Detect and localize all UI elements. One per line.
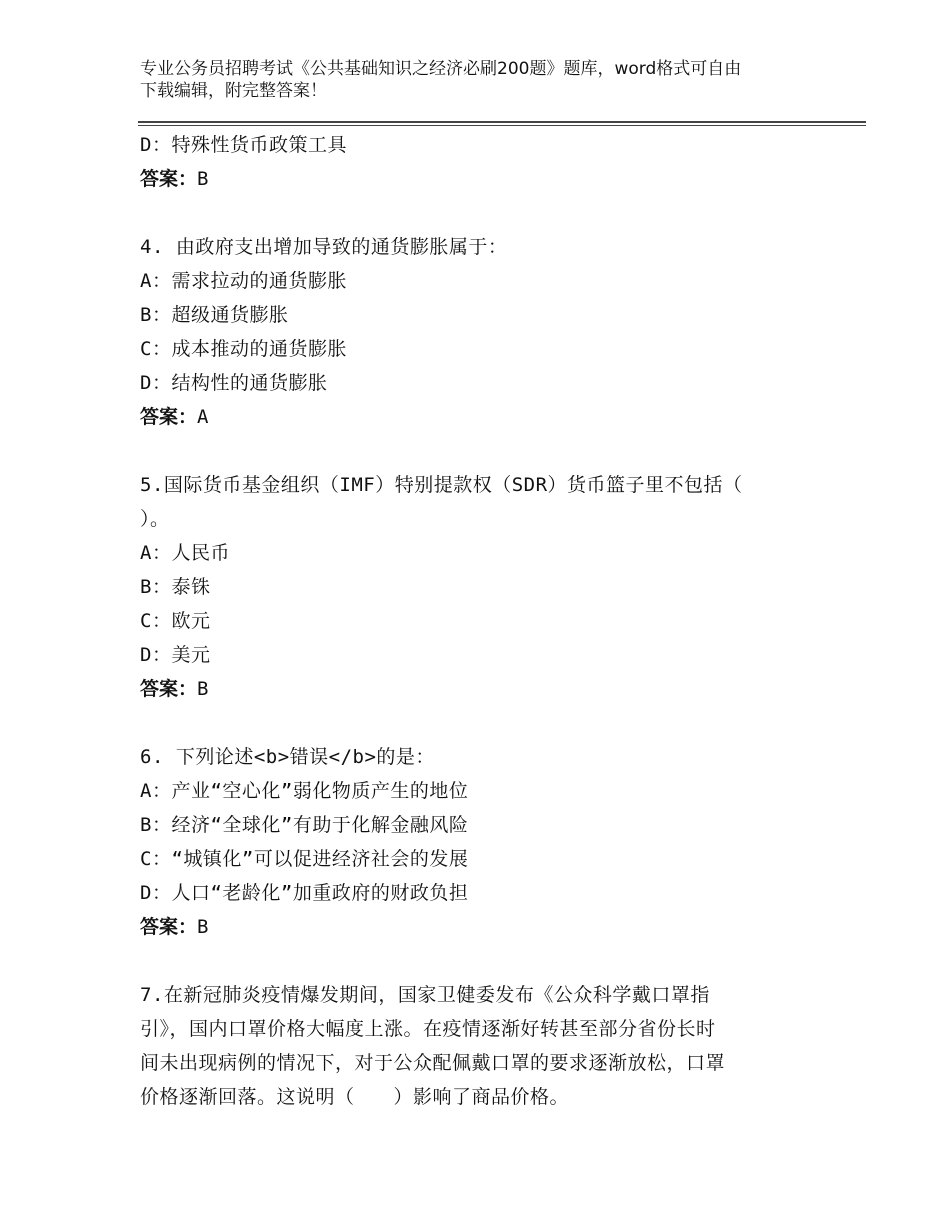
option-b: B：经济“全球化”有助于化解金融风险 (140, 814, 469, 836)
option-a: A：产业“空心化”弱化物质产生的地位 (140, 780, 469, 802)
answer-value: B (197, 916, 209, 938)
question-text-line-2: ）。 (140, 508, 170, 530)
question-text: 6. 下列论述<b>错误</b>的是： (140, 746, 435, 768)
answer-value: B (197, 678, 209, 700)
header-line-2: 下载编辑，附完整答案！ (140, 81, 327, 101)
answer-line (140, 910, 800, 944)
answer-label: 答案： (140, 678, 198, 700)
answer-label: 答案： (140, 916, 198, 938)
question-text-line-3: 间未出现病例的情况下，对于公众配佩戴口罩的要求逐渐放松，口罩 (140, 1052, 726, 1074)
option-c: C：成本推动的通货膨胀 (140, 338, 347, 360)
header-rule-thick (138, 121, 866, 123)
question-7 (140, 978, 800, 1114)
answer-line (140, 400, 800, 434)
question-text: 4. 由政府支出增加导致的通货膨胀属于： (140, 236, 508, 258)
option-d: D：人口“老龄化”加重政府的财政负担 (140, 882, 469, 904)
answer-line (140, 162, 800, 196)
question-text-line-1: 7.在新冠肺炎疫情爆发期间，国家卫健委发布《公众科学戴口罩指 (140, 984, 710, 1006)
question-text-line-1: 5.国际货币基金组织（IMF）特别提款权（SDR）货币篮子里不包括（ (140, 474, 743, 496)
question-4 (140, 230, 800, 434)
option-c: C：欧元 (140, 610, 211, 632)
question-6 (140, 740, 800, 944)
option-c: C：“城镇化”可以促进经济社会的发展 (140, 848, 469, 870)
answer-value: A (197, 406, 209, 428)
option-d: D：特殊性货币政策工具 (140, 134, 347, 156)
question-list (140, 128, 800, 1114)
question-text-line-4: 价格逐渐回落。这说明（ ）影响了商品价格。 (140, 1086, 570, 1108)
document-header (140, 58, 800, 102)
question-5 (140, 468, 800, 706)
question-text-line-2: 引》，国内口罩价格大幅度上涨。在疫情逐渐好转甚至部分省份长时 (140, 1018, 716, 1040)
answer-line (140, 672, 800, 706)
header-line-1: 专业公务员招聘考试《公共基础知识之经济必刷200题》题库，word格式可自由 (140, 59, 742, 79)
answer-label: 答案： (140, 168, 198, 190)
answer-label: 答案： (140, 406, 198, 428)
option-b: B：泰铢 (140, 576, 211, 598)
option-a: A：人民币 (140, 542, 230, 564)
option-b: B：超级通货膨胀 (140, 304, 289, 326)
option-a: A：需求拉动的通货膨胀 (140, 270, 347, 292)
question-3-tail (140, 128, 800, 196)
option-d: D：结构性的通货膨胀 (140, 372, 328, 394)
header-rule-thin (138, 125, 866, 126)
answer-value: B (197, 168, 209, 190)
option-d: D：美元 (140, 644, 211, 666)
